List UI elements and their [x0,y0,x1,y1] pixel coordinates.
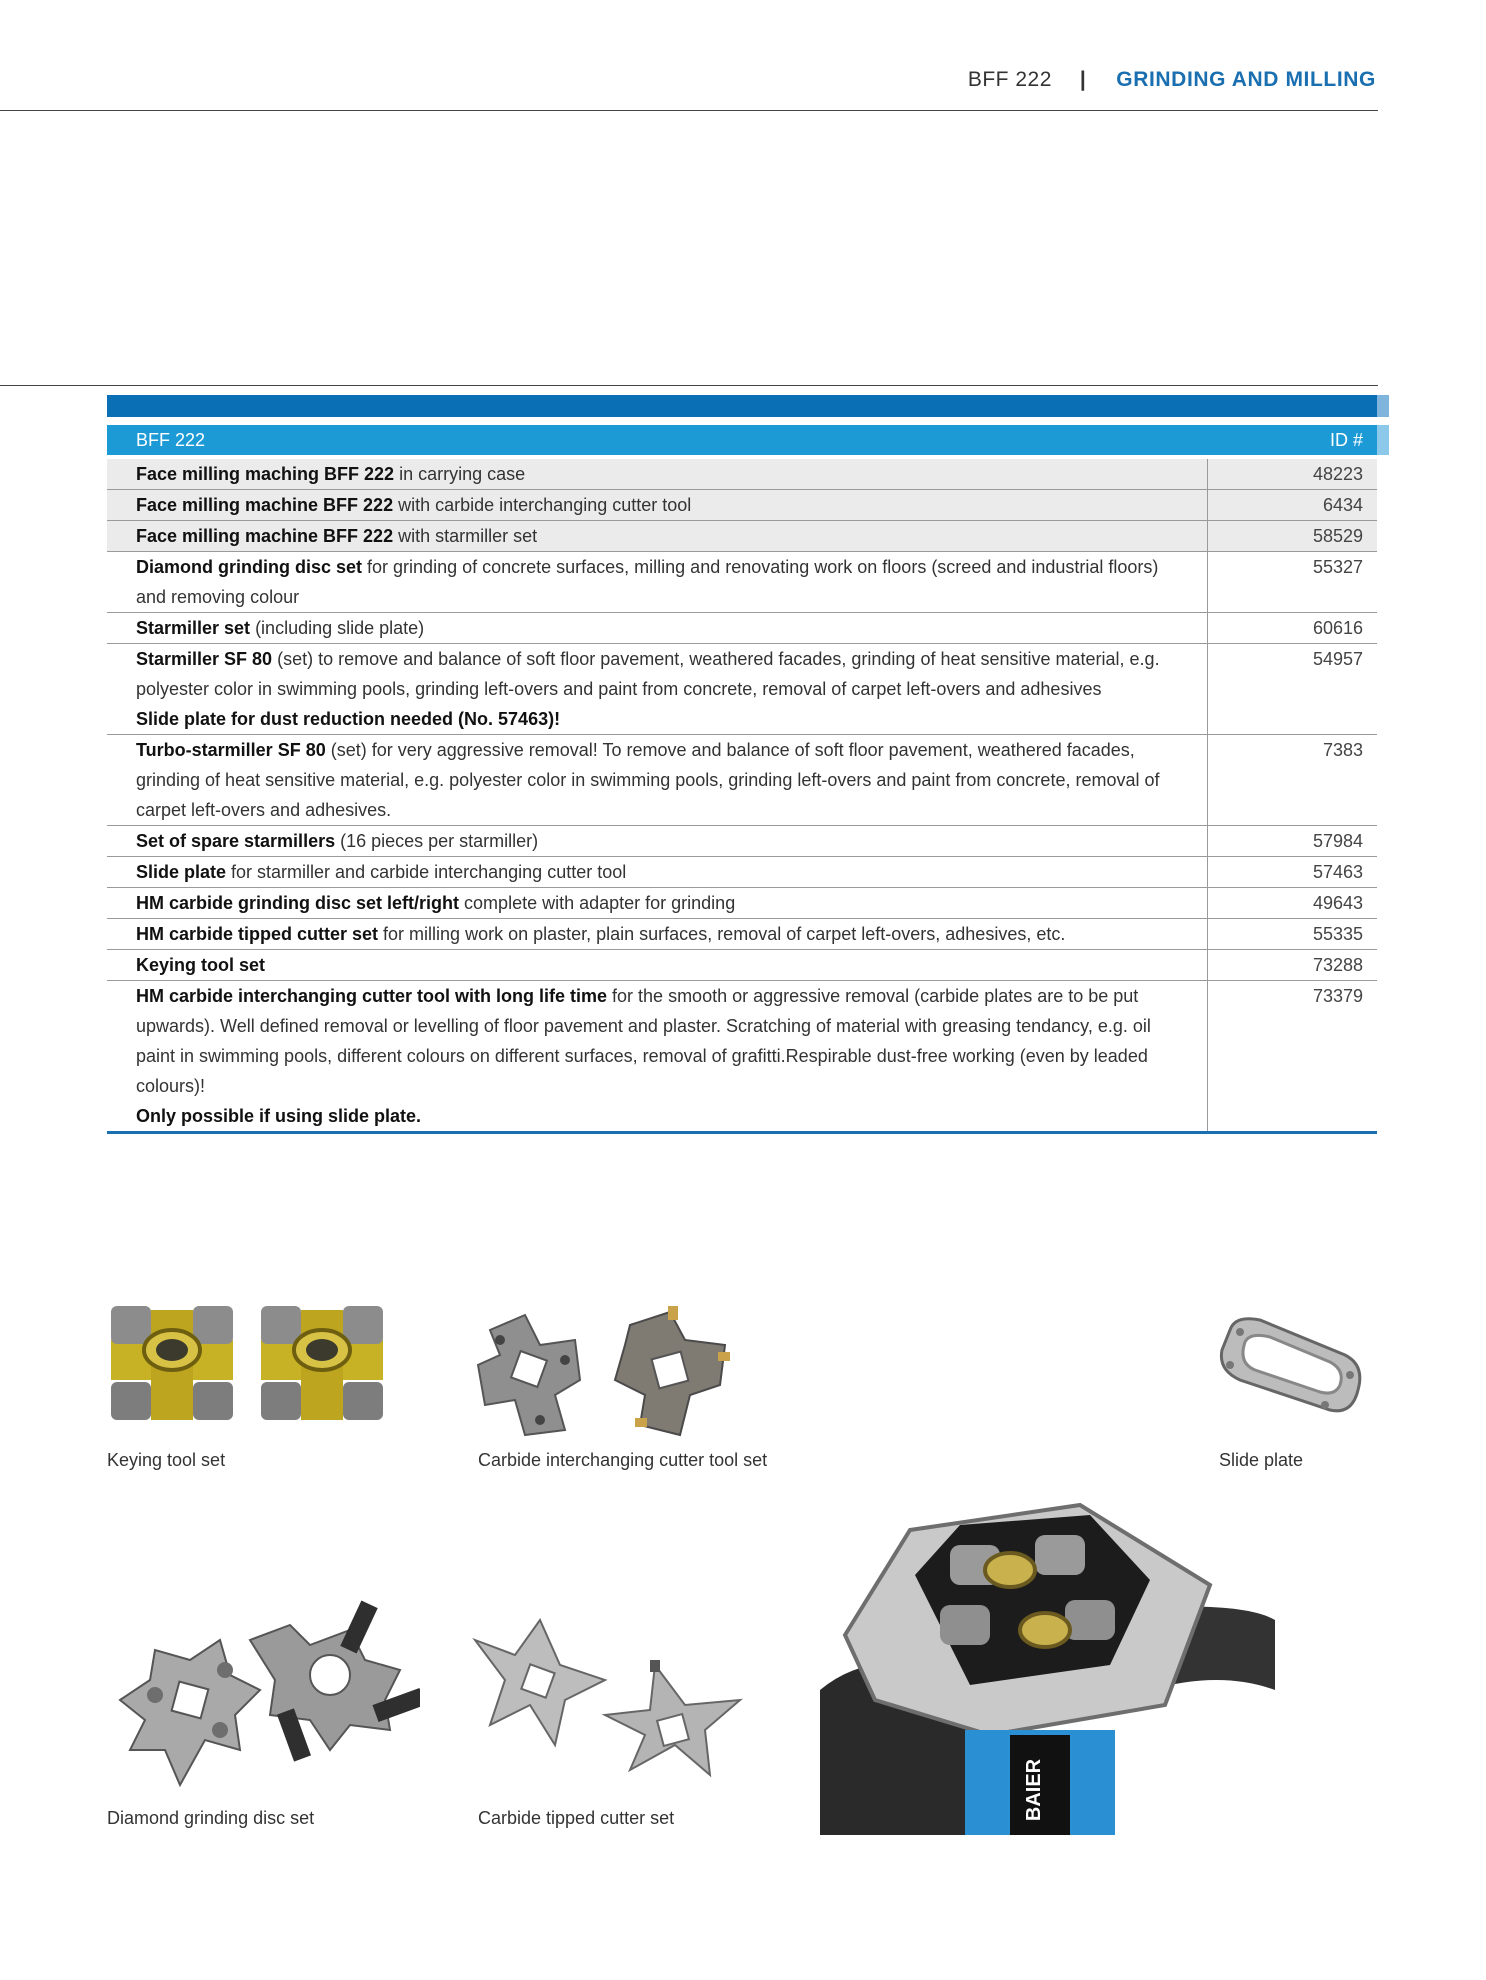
row-id: 60616 [1207,613,1377,643]
row-id: 55327 [1207,552,1377,612]
row-id: 57984 [1207,826,1377,856]
row-id: 58529 [1207,521,1377,551]
row-item-name: Diamond grinding disc set [136,557,363,577]
milling-machine-photo [820,1490,1275,1835]
caption-keying-tool-set: Keying tool set [107,1450,226,1470]
row-description [107,644,1207,734]
tipped-cutter-right [605,1660,740,1775]
row-item-text: complete with adapter for grinding [459,893,736,913]
row-item-text: (including slide plate) [250,618,425,638]
table-row [107,613,1377,644]
row-id: 73288 [1207,950,1377,980]
caption-slide-plate: Slide plate [1219,1450,1304,1470]
carbide-interchanging-cutter-image [470,1300,750,1440]
row-description [107,490,1207,520]
row-item-name: Turbo-starmiller SF 80 [136,740,326,760]
row-description [107,521,1207,551]
row-item-name: Face milling machine BFF 222 [136,526,394,546]
table-row [107,490,1377,521]
row-description [107,459,1207,489]
row-item-text: with starmiller set [393,526,538,546]
row-item-name: Keying tool set [136,955,266,975]
cutter-tool-right [615,1306,730,1435]
table-body [107,459,1377,1134]
row-item-name: Face milling machine BFF 222 [136,495,394,515]
row-item-text: (set) for very aggressive removal! To remove and balance of soft floor pavement, weathered facades, grinding of heat sensitive material, e.g. polyester color in swimming pools, grinding left-overs and paint from concrete, removal of carpet left-overs and adhesives. [136,740,1160,820]
page-header [968,68,1376,92]
slide-plate-image [1210,1310,1370,1430]
table-row [107,888,1377,919]
table-row [107,857,1377,888]
header-separator: | [1079,68,1087,91]
row-item-text: for the smooth or aggressive removal (carbide plates are to be put upwards). Well defined removal or levelling of floor pavement and plaster. Scratching of material with greasing tendancy, e.g. oil paint in swimming pools, different colours on different surfaces, removal of grafitti.Respirable dust-free working (even by leaded colours)! [136,986,1151,1096]
tipped-cutter-left [475,1620,605,1745]
row-item-name: Face milling maching BFF 222 [136,464,395,484]
row-description [107,552,1207,612]
table-row [107,552,1377,613]
row-item-text: for starmiller and carbide interchanging cutter tool [226,862,627,882]
row-id: 54957 [1207,644,1377,734]
table-row [107,521,1377,552]
caption-carbide-tipped-cutter: Carbide tipped cutter set [478,1808,675,1828]
row-id: 48223 [1207,459,1377,489]
column-header-id: ID # [1329,429,1363,450]
row-description [107,981,1207,1131]
table-row [107,826,1377,857]
row-id: 55335 [1207,919,1377,949]
row-description [107,888,1207,918]
row-item-note: Only possible if using slide plate. [136,1106,422,1126]
row-item-name: HM carbide grinding disc set left/right [136,893,460,913]
top-rule [0,110,1378,111]
table-row [107,950,1377,981]
row-id: 7383 [1207,735,1377,825]
table-row [107,919,1377,950]
product-table [107,395,1377,1134]
keying-tool-set-image [105,1300,395,1435]
row-item-text: for milling work on plaster, plain surfaces, removal of carpet left-overs, adhesives, etc. [378,924,1066,944]
row-id: 73379 [1207,981,1377,1131]
row-item-text: (set) to remove and balance of soft floor pavement, weathered facades, grinding of heat sensitive material, e.g. polyester color in swimming pools, grinding left-overs and paint from concrete, removal of carpet left-overs and adhesives [136,649,1160,699]
disc-left [120,1640,260,1785]
row-description [107,735,1207,825]
diamond-grinding-disc-image [110,1600,420,1800]
row-description [107,919,1207,949]
row-item-text: with carbide interchanging cutter tool [393,495,692,515]
caption-carbide-interchanging: Carbide interchanging cutter tool set [478,1450,768,1470]
carbide-tipped-cutter-image [470,1610,760,1780]
table-top-bar [107,395,1377,417]
cutter-tool-left [478,1315,580,1435]
row-id: 57463 [1207,857,1377,887]
table-row [107,459,1377,490]
keying-tool-left [111,1306,233,1420]
middle-rule [0,385,1378,386]
column-header-description: BFF 222 [136,429,206,450]
disc-right [250,1601,420,1762]
row-item-name: HM carbide interchanging cutter tool with long life time [136,986,608,1006]
row-item-text: in carrying case [394,464,526,484]
table-row [107,981,1377,1131]
table-header [107,425,1377,455]
row-item-name: Set of spare starmillers [136,831,336,851]
header-model: BFF 222 [967,68,1052,91]
row-id: 49643 [1207,888,1377,918]
keying-tool-right [261,1306,383,1420]
row-item-text: (16 pieces per starmiller) [335,831,539,851]
row-description [107,950,1207,980]
row-description [107,826,1207,856]
machine-brand-label: BAIER [1023,1758,1045,1822]
table-row [107,644,1377,735]
row-id: 6434 [1207,490,1377,520]
row-item-name: HM carbide tipped cutter set [136,924,379,944]
header-section: GRINDING AND MILLING [1116,68,1376,91]
caption-diamond-grinding-disc: Diamond grinding disc set [107,1808,315,1828]
row-item-name: Starmiller SF 80 [136,649,273,669]
row-description [107,857,1207,887]
row-item-name: Slide plate [136,862,227,882]
row-description [107,613,1207,643]
table-row [107,735,1377,826]
row-item-name: Starmiller set [136,618,251,638]
row-item-text: for grinding of concrete surfaces, milling and renovating work on floors (screed and industrial floors) and removing colour [136,557,1159,607]
row-item-note: Slide plate for dust reduction needed (No. 57463)! [136,709,561,729]
